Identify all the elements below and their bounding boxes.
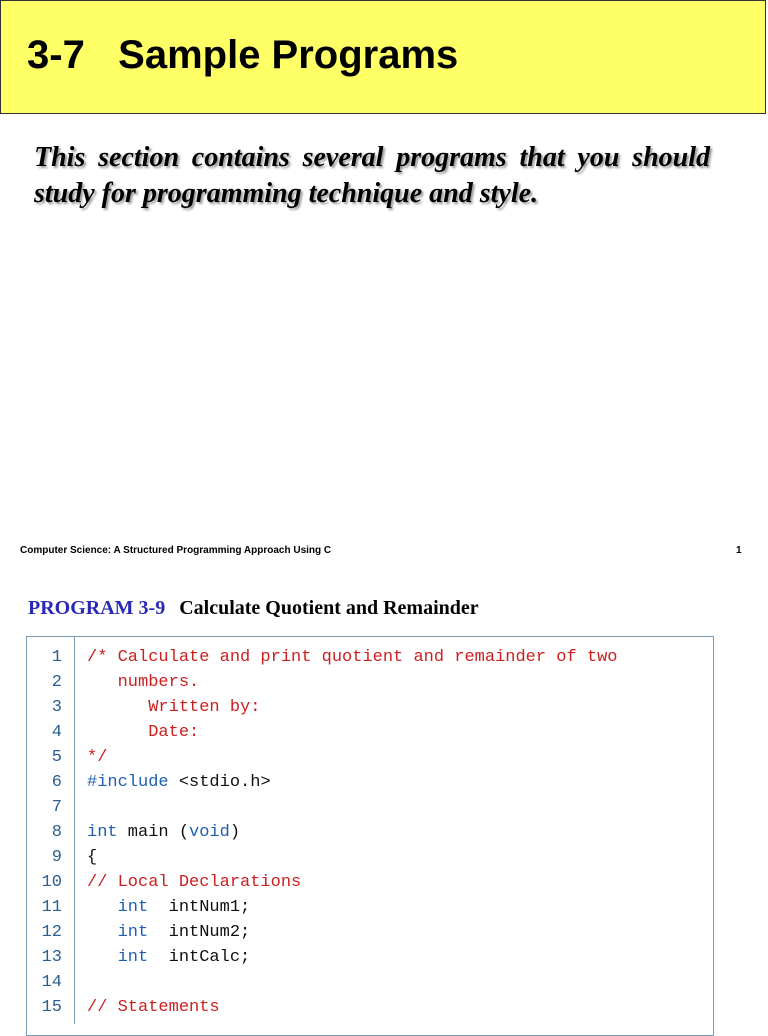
code-line xyxy=(26,645,714,670)
code-line-text xyxy=(87,820,240,845)
code-line xyxy=(26,820,714,845)
code-line-text xyxy=(87,870,301,895)
code-line-text xyxy=(87,745,107,770)
code-token-plain: intCalc; xyxy=(148,948,251,967)
slide-footer-book-title: Computer Science: A Structured Programming Approach Using C xyxy=(20,545,332,556)
code-token-comment: Written by: xyxy=(87,698,261,717)
code-line-number: 3 xyxy=(51,698,62,717)
code-token-comment: numbers. xyxy=(87,673,200,692)
slide-intro-text: This section contains several programs that you should study for programming technique and style. xyxy=(34,142,710,209)
code-line-text xyxy=(87,995,220,1020)
code-line-number: 14 xyxy=(41,973,62,992)
code-token-comment: */ xyxy=(87,748,108,767)
code-line xyxy=(26,895,714,920)
code-line xyxy=(26,695,714,720)
code-line xyxy=(26,795,714,820)
program-label: PROGRAM 3-9 xyxy=(28,597,166,619)
code-line xyxy=(26,770,714,795)
code-line-text xyxy=(87,670,199,695)
code-line xyxy=(26,670,714,695)
code-token-comment: // Statements xyxy=(87,998,220,1017)
code-line xyxy=(26,970,714,995)
code-line-number: 4 xyxy=(51,723,62,742)
code-line-number: 11 xyxy=(41,898,62,917)
code-line-text xyxy=(87,695,260,720)
code-token-keyword: #include xyxy=(87,773,169,792)
code-line-text xyxy=(87,720,199,745)
code-line-text xyxy=(87,645,618,670)
code-token-plain xyxy=(87,923,118,942)
code-line-text xyxy=(87,920,250,945)
slide-title: 3-7 Sample Programs xyxy=(27,33,459,77)
code-token-comment: Date: xyxy=(87,723,200,742)
code-line-text xyxy=(87,945,250,970)
code-line-number: 2 xyxy=(51,673,62,692)
code-line xyxy=(26,845,714,870)
code-line-number: 7 xyxy=(51,798,62,817)
code-line-number: 1 xyxy=(51,648,62,667)
code-token-plain: { xyxy=(87,848,98,867)
code-token-plain: intNum1; xyxy=(148,898,251,917)
slide-title-bar xyxy=(0,0,766,114)
code-line-number: 5 xyxy=(51,748,62,767)
code-line xyxy=(26,745,714,770)
code-token-plain: intNum2; xyxy=(148,923,251,942)
code-line-text xyxy=(87,770,271,795)
code-token-plain: <stdio.h> xyxy=(168,773,271,792)
code-token-plain xyxy=(87,898,118,917)
program-heading xyxy=(28,597,479,620)
program-title: Calculate Quotient and Remainder xyxy=(179,597,479,619)
code-line xyxy=(26,870,714,895)
code-token-comment: /* Calculate and print quotient and remainder of two xyxy=(87,648,618,667)
code-token-plain: main ( xyxy=(117,823,190,842)
code-line xyxy=(26,920,714,945)
code-line-text xyxy=(87,895,250,920)
code-token-keyword: int xyxy=(117,898,149,917)
code-line-text xyxy=(87,845,97,870)
code-line-number: 12 xyxy=(41,923,62,942)
code-line xyxy=(26,945,714,970)
code-line-number: 10 xyxy=(41,873,62,892)
code-token-comment: // Local Declarations xyxy=(87,873,302,892)
code-token-keyword: int xyxy=(117,948,149,967)
code-token-keyword: int xyxy=(87,823,118,842)
code-line-number: 15 xyxy=(41,998,62,1017)
code-line xyxy=(26,995,714,1020)
code-line-number: 8 xyxy=(51,823,62,842)
code-token-keyword: void xyxy=(189,823,230,842)
code-line-number: 13 xyxy=(41,948,62,967)
code-line-number: 9 xyxy=(51,848,62,867)
code-line xyxy=(26,720,714,745)
code-token-plain: ) xyxy=(229,823,241,842)
code-token-plain xyxy=(87,948,118,967)
code-token-keyword: int xyxy=(117,923,149,942)
slide-page-number: 1 xyxy=(736,545,742,556)
code-line-number: 6 xyxy=(51,773,62,792)
